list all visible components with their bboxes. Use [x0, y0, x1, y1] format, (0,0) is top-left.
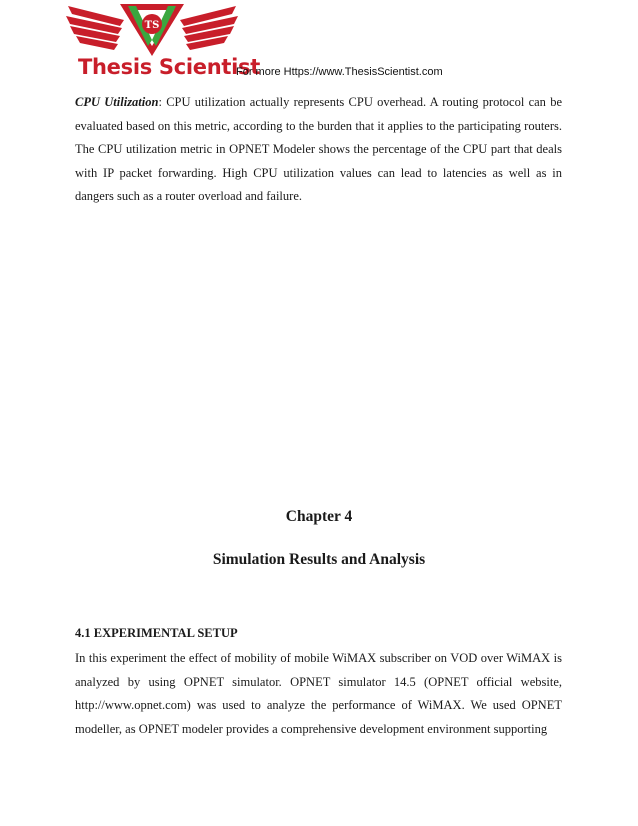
chapter-number: Chapter 4 [285, 508, 353, 525]
experimental-setup-paragraph: In this experiment the effect of mobility of mobile WiMAX subscriber on VOD over WiMAX is analyzed by using OPNET simulator. OPNET simulator 14.5 (OPNET official website, http://www.opnet.com) was used to analyze the performance of WiMAX. We used OPNET modeller, as OPNET modeler provides a comprehensive development environment supporting [75, 651, 562, 736]
cpu-utilization-paragraph [75, 91, 562, 209]
website-link[interactable]: For more Https://www.ThesisScientist.com [236, 66, 443, 78]
brand-name: Thesis Scientist [78, 55, 260, 79]
page-header [62, 0, 582, 86]
cpu-utilization-text: : CPU utilization actually represents CPU overhead. A routing protocol can be evaluated based on this metric, according to the burden that it applies to the participating routers. The CPU utilization metric in OPNET Modeler shows the percentage of the CPU part that deals with IP packet forwarding. High CPU utilization values can lead to latencies as well as in dangers such as a router overload and failure. [75, 95, 563, 203]
section-heading: 4.1 EXPERIMENTAL SETUP [75, 626, 238, 640]
right-wing-icon [180, 6, 238, 50]
cpu-utilization-label: CPU Utilization [75, 95, 159, 109]
logo-monogram: TS [144, 20, 160, 31]
chapter-title: Simulation Results and Analysis [212, 551, 426, 568]
left-wing-icon [66, 6, 124, 50]
